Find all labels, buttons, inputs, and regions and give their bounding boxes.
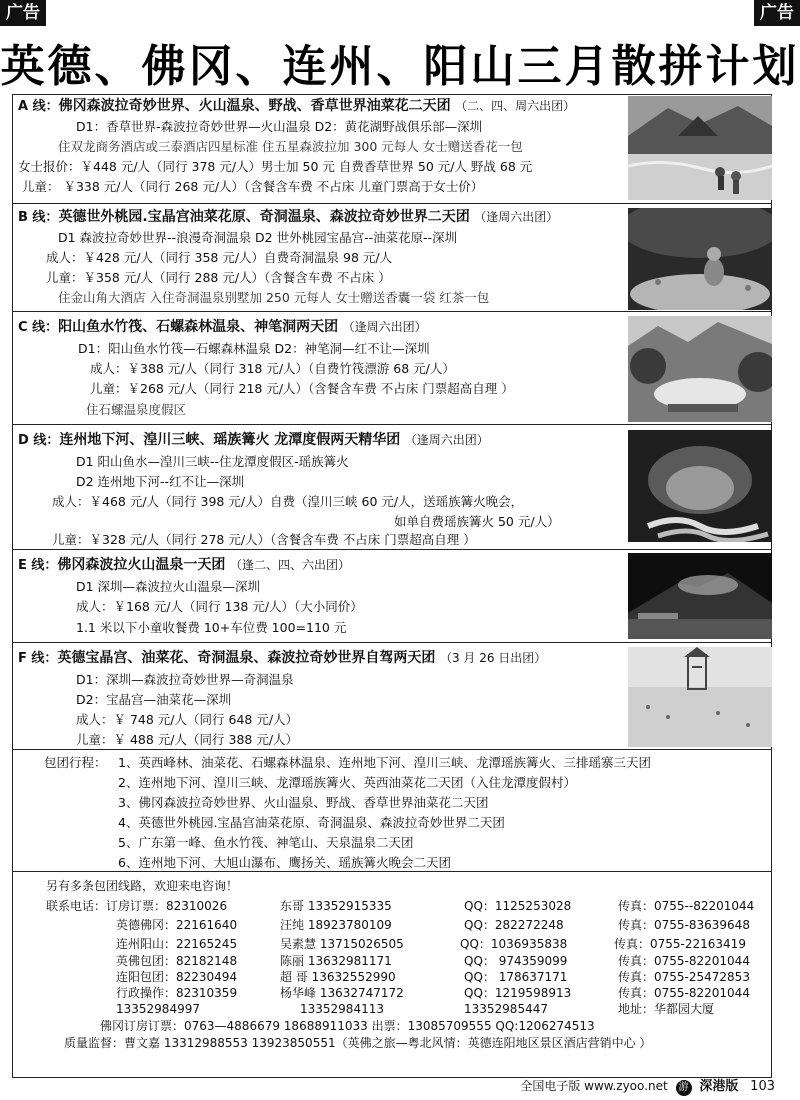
footer-edition: 深港版 — [699, 1079, 739, 1094]
route-e-child-note: 1.1 米以下小童收餐费 10+车位费 100=110 元 — [76, 620, 347, 635]
contact-cell: 13352985447 — [464, 1002, 548, 1016]
route-a-itinerary: D1：香草世界-森波拉奇妙世界—火山温泉 D2：黄花湖野战俱乐部—深圳 — [76, 119, 483, 134]
page-title: 英德、佛冈、连州、阳山三月散拼计划 — [0, 41, 800, 92]
group-tour-item: 6、连州地下河、大旭山瀑布、鹰扬关、瑶族篝火晚会二天团 — [118, 855, 451, 870]
contact-cell: 传真：0755-83639648 — [618, 918, 750, 932]
contact-cell: 地址：华都园大厦 — [618, 1002, 715, 1016]
route-b-child-price: 儿童：￥358 元/人（同行 288 元/人）（含餐含车费 不占床 ） — [46, 270, 391, 285]
route-b-photo — [628, 208, 772, 310]
contact-cell: QQ：1036935838 — [460, 937, 568, 951]
route-b-header: B 线：英德世外桃园.宝晶宫油菜花原、奇洞温泉、森波拉奇妙世界二天团 （逢周六出团） — [18, 209, 559, 225]
contact-cell: QQ：1125253028 — [464, 899, 572, 913]
contact-cell: 传真：0755-82201044 — [618, 954, 750, 968]
contact-cell: 超 哥 13632552990 — [280, 970, 396, 984]
route-d-adult-note: 如单自费瑶族篝火 50 元/人） — [394, 514, 560, 529]
contact-cell: 英德佛冈：22161640 — [116, 918, 238, 932]
contact-cell: 13352984997 — [116, 1002, 200, 1016]
route-f-child-price: 儿童：￥ 488 元/人（同行 388 元/人） — [76, 732, 299, 747]
contact-cell: QQ：282272248 — [464, 918, 564, 932]
page-number: 103 — [750, 1079, 775, 1094]
contact-cell: 13352984113 — [300, 1002, 384, 1016]
route-d-adult-price: 成人：￥468 元/人（同行 398 元/人）自费（湟川三峡 60 元/人，送瑶族篝火晚会， — [52, 494, 524, 509]
route-b-itinerary: D1 森波拉奇妙世界--浪漫奇洞温泉 D2 世外桃园宝晶宫--油菜花原--深圳 — [58, 230, 458, 245]
footer-site: 全国电子版 www.zyoo.net — [520, 1079, 668, 1093]
contact-supervision: 质量监督：曹文嘉 13312988553 13923850551（英佛之旅—粤北风情：英德连阳地区景区酒店营销中心 ） — [64, 1036, 652, 1050]
route-f-day2: D2：宝晶宫—油菜花—深圳 — [76, 692, 232, 707]
route-d-photo — [628, 430, 772, 542]
route-b-adult-price: 成人：￥428 元/人（同行 358 元/人）自费奇洞温泉 98 元/人 — [46, 250, 393, 265]
ad-tag-left: 广告 — [0, 0, 46, 26]
contact-cell: QQ： 178637171 — [464, 970, 568, 984]
route-c-child-price: 儿童：￥268 元/人（同行 218 元/人）（含餐含车费 不占床 门票超高自理 ） — [90, 381, 514, 396]
contact-cell: 汪纯 18923780109 — [280, 918, 392, 932]
contact-intro: 另有多条包团线路，欢迎来电咨询！ — [46, 879, 239, 893]
ad-tag-right: 广告 — [754, 0, 800, 26]
contact-cell: 连州阳山：22165245 — [116, 937, 238, 951]
route-d-day2: D2 连州地下河--红不让—深圳 — [76, 474, 245, 489]
footer-logo-icon: 游 — [676, 1080, 692, 1096]
contact-cell: 传真：0755-22163419 — [614, 937, 746, 951]
route-b-hotel: 住金山角大酒店 入住奇洞温泉别墅加 250 元每人 女士赠送香囊一袋 红茶一包 — [58, 290, 490, 305]
route-f-header: F 线：英德宝晶宫、油菜花、奇洞温泉、森波拉奇妙世界自驾两天团 （3 月 26 日出团） — [18, 650, 547, 666]
route-a-photo — [628, 96, 772, 200]
route-c-adult-price: 成人：￥388 元/人（同行 318 元/人）（自费竹筏漂游 68 元/人） — [90, 361, 455, 376]
group-tour-item: 3、佛冈森波拉奇妙世界、火山温泉、野战、香草世界油菜花二天团 — [118, 795, 489, 810]
group-tours-label: 包团行程： — [44, 755, 107, 770]
contact-cell: QQ：1219598913 — [464, 986, 572, 1000]
route-a-adult-price: 女士报价：￥448 元/人（同行 378 元/人）男士加 50 元 自费香草世界 50 元/人 野战 68 元 — [18, 159, 533, 174]
contact-cell: 吴素慧 13715026505 — [280, 937, 404, 951]
route-e-photo — [628, 553, 772, 639]
contact-cell: QQ： 974359099 — [464, 954, 568, 968]
contact-cell: 行政操作：82310359 — [116, 986, 238, 1000]
route-f-adult-price: 成人：￥ 748 元/人（同行 648 元/人） — [76, 712, 299, 727]
route-f-day1: D1：深圳—森波拉奇妙世界—奇洞温泉 — [76, 672, 294, 687]
group-tour-item: 5、广东第一峰、鱼水竹筏、神笔山、天泉温泉二天团 — [118, 835, 414, 850]
route-a-child-price: 儿童： ￥338 元/人（同行 268 元/人）（含餐含车费 不占床 儿童门票高于女士价） — [22, 179, 484, 194]
contact-cell: 陈丽 13632981171 — [280, 954, 392, 968]
route-e-price: 成人：￥168 元/人（同行 138 元/人）（大小同价） — [76, 599, 363, 614]
route-c-hotel: 住石螺温泉度假区 — [86, 402, 187, 417]
contact-booking: 佛冈订房订票：0763—4886679 18688911033 出票：13085709555 QQ:1206274513 — [100, 1019, 595, 1033]
route-c-photo — [628, 316, 772, 422]
route-d-header: D 线：连州地下河、湟川三峡、瑶族篝火 龙潭度假两天精华团 （逢周六出团） — [18, 432, 489, 448]
route-d-day1: D1 阳山鱼水—湟川三峡--住龙潭度假区-瑶族篝火 — [76, 454, 349, 469]
group-tour-item: 4、英德世外桃园.宝晶宫油菜花原、奇洞温泉、森波拉奇妙世界二天团 — [118, 815, 505, 830]
page-footer — [520, 1075, 775, 1096]
contact-cell: 连阳包团：82230494 — [116, 970, 238, 984]
group-tours-section — [12, 750, 772, 872]
group-tour-item: 2、连州地下河、湟川三峡、龙潭瑶族篝火、英西油菜花二天团（入住龙潭度假村） — [118, 775, 576, 790]
contact-cell: 传真：0755--82201044 — [618, 899, 755, 913]
route-f-photo — [628, 647, 772, 747]
route-d-child-price: 儿童：￥328 元/人（同行 278 元/人）（含餐含车费 不占床 门票超高自理 ） — [52, 532, 476, 547]
contact-cell: 联系电话：订房订票：82310026 — [46, 899, 228, 913]
route-c-itinerary: D1：阳山鱼水竹筏—石螺森林温泉 D2：神笔洞—红不让—深圳 — [78, 341, 430, 356]
route-e-itinerary: D1 深圳—森波拉火山温泉—深圳 — [76, 579, 261, 594]
route-e-header: E 线：佛冈森波拉火山温泉一天团 （逢二、四、六出团） — [18, 557, 350, 573]
route-a-hotel: 住双龙商务酒店或三泰酒店四星标准 住五星森波拉加 300 元每人 女士赠送香花一包 — [58, 139, 523, 154]
contact-cell: 传真：0755-25472853 — [618, 970, 750, 984]
group-tour-item: 1、英西峰林、油菜花、石螺森林温泉、连州地下河、湟川三峡、龙潭瑶族篝火、三排瑶寨三天团 — [118, 755, 651, 770]
contact-cell: 英佛包团：82182148 — [116, 954, 238, 968]
contact-cell: 传真：0755-82201044 — [618, 986, 750, 1000]
contact-cell: 杨华峰 13632747172 — [280, 986, 404, 1000]
route-a-header: A 线：佛冈森波拉奇妙世界、火山温泉、野战、香草世界油菜花二天团 （二、四、周六出团） — [18, 98, 576, 114]
route-c-header: C 线：阳山鱼水竹筏、石螺森林温泉、神笔洞两天团 （逢周六出团） — [18, 319, 427, 335]
contact-cell: 东哥 13352915335 — [280, 899, 392, 913]
